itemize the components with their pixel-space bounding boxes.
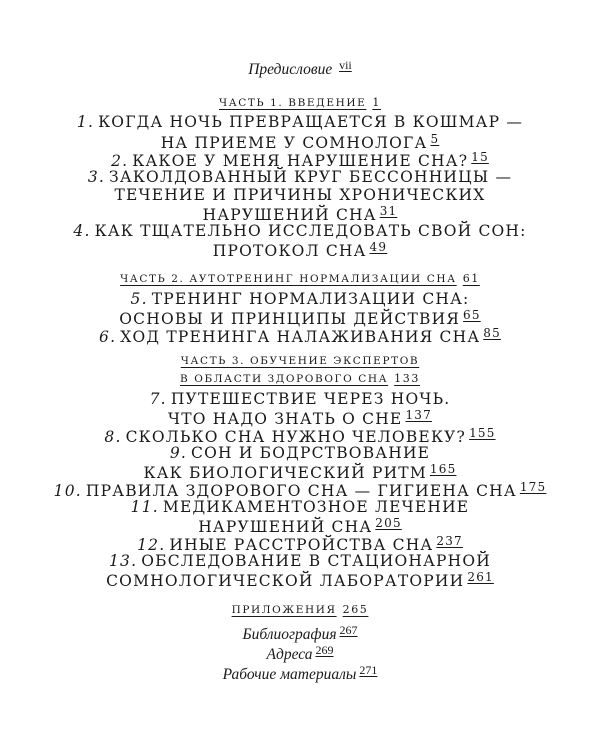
appendix-item-bibliography — [0, 623, 600, 644]
entry-title: ПУТЕШЕСТВИЕ ЧЕРЕЗ НОЧЬ. — [170, 390, 451, 408]
entry-page: 15 — [471, 150, 489, 164]
toc-entry-3 — [0, 168, 600, 186]
toc-entry-5-cont — [0, 308, 600, 328]
toc-entry-7 — [0, 390, 600, 408]
toc-entry-5 — [0, 290, 600, 308]
entry-title: ПРАВИЛА ЗДОРОВОГО СНА — ГИГИЕНА СНА — [85, 482, 517, 500]
toc-entry-6 — [0, 326, 600, 346]
appendix-item-title: Рабочие материалы — [222, 666, 357, 683]
toc-entry-3-cont — [0, 186, 600, 204]
entry-page: 5 — [430, 132, 440, 146]
entry-number: 6. — [99, 328, 117, 346]
preface-page: vii — [339, 58, 352, 72]
toc-entry-9 — [0, 444, 600, 462]
toc-entry-11-cont — [0, 516, 600, 536]
entry-title: НА ПРИЕМЕ У СОМНОЛОГА — [160, 134, 428, 152]
appendix-item-materials — [0, 663, 600, 684]
appendix-item-page: 267 — [339, 623, 358, 637]
part3-heading — [0, 355, 600, 367]
entry-number: 11. — [130, 498, 159, 516]
toc-entry-4 — [0, 222, 600, 240]
entry-title: СОН И БОДРСТВОВАНИЕ — [191, 444, 431, 462]
part2-page: 61 — [462, 272, 480, 285]
toc-entry-1 — [0, 113, 600, 131]
toc-entry-8 — [0, 426, 600, 446]
entry-title: МЕДИКАМЕНТОЗНОЕ ЛЕЧЕНИЕ — [162, 498, 470, 516]
part1-heading-text: ЧАСТЬ 1. ВВЕДЕНИЕ — [219, 97, 367, 109]
toc-entry-2 — [0, 150, 600, 170]
appendix-item-title: Библиография — [242, 626, 337, 643]
entry-title: ИНЫЕ РАССТРОЙСТВА СНА — [169, 536, 434, 554]
part3-heading-text: В ОБЛАСТИ ЗДОРОВОГО СНА — [180, 373, 389, 385]
entry-page: 261 — [467, 570, 494, 584]
entry-title: НАРУШЕНИЙ СНА — [198, 518, 373, 536]
toc-entry-4-cont — [0, 240, 600, 260]
entry-page: 165 — [429, 462, 457, 476]
part1-heading — [0, 96, 600, 109]
toc-entry-13 — [0, 552, 600, 570]
entry-number: 9. — [169, 444, 188, 462]
entry-number: 12. — [137, 536, 166, 554]
entry-title: ПРОТОКОЛ СНА — [212, 242, 367, 260]
entry-title: КАК БИОЛОГИЧЕСКИЙ РИТМ — [143, 464, 427, 482]
toc-entry-7-cont — [0, 408, 600, 428]
preface-title: Предисловие — [248, 61, 333, 78]
toc-entry-12 — [0, 534, 600, 554]
entry-number: 8. — [104, 428, 122, 446]
entry-title: СОМНОЛОГИЧЕСКОЙ ЛАБОРАТОРИИ — [106, 572, 465, 590]
entry-page: 237 — [436, 534, 463, 548]
entry-title: ОСНОВЫ И ПРИНЦИПЫ ДЕЙСТВИЯ — [119, 310, 461, 328]
part1-page: 1 — [372, 96, 381, 109]
toc-entry-3-cont2 — [0, 204, 600, 224]
entry-title: ТРЕНИНГ НОРМАЛИЗАЦИИ СНА: — [151, 290, 470, 308]
appendix-item-addresses — [0, 643, 600, 664]
entry-number: 5. — [130, 290, 148, 308]
part3-heading-cont — [0, 372, 600, 385]
entry-page: 175 — [519, 480, 547, 494]
entry-number: 3. — [87, 168, 106, 186]
entry-number: 7. — [149, 390, 167, 408]
toc-entry-13-cont — [0, 570, 600, 590]
entry-title: НАРУШЕНИЙ СНА — [202, 206, 377, 224]
entry-title: ЗАКОЛДОВАННЫЙ КРУГ БЕССОННИЦЫ — — [109, 168, 513, 186]
appendix-item-page: 269 — [315, 643, 334, 657]
entry-page: 31 — [379, 204, 398, 218]
entry-page: 155 — [469, 426, 496, 440]
entry-number: 1. — [76, 113, 95, 131]
entry-title: КОГДА НОЧЬ ПРЕВРАЩАЕТСЯ В КОШМАР — — [98, 113, 524, 131]
entry-number: 2. — [111, 152, 129, 170]
appendix-item-title: Адреса — [266, 646, 313, 663]
toc-preface — [0, 58, 600, 79]
toc-entry-1-cont — [0, 132, 600, 152]
entry-page: 65 — [463, 308, 481, 322]
entry-title: СКОЛЬКО СНА НУЖНО ЧЕЛОВЕКУ? — [125, 428, 467, 446]
toc-entry-9-cont — [0, 462, 600, 482]
entry-page: 137 — [405, 408, 432, 422]
entry-title: ЧТО НАДО ЗНАТЬ О СНЕ — [168, 410, 403, 428]
entry-title: КАКОЕ У МЕНЯ НАРУШЕНИЕ СНА? — [132, 152, 469, 170]
part2-heading — [0, 272, 600, 285]
part2-heading-text: ЧАСТЬ 2. АУТОТРЕНИНГ НОРМАЛИЗАЦИИ СНА — [120, 273, 457, 285]
toc-entry-11 — [0, 498, 600, 516]
appendix-heading-text: ПРИЛОЖЕНИЯ — [231, 604, 337, 616]
entry-title: КАК ТЩАТЕЛЬНО ИССЛЕДОВАТЬ СВОЙ СОН: — [94, 222, 527, 240]
appendix-item-page: 271 — [359, 663, 378, 677]
appendix-heading — [0, 603, 600, 616]
entry-number: 10. — [53, 482, 82, 500]
entry-number: 13. — [108, 552, 138, 570]
entry-page: 85 — [483, 326, 501, 340]
entry-title: ТЕЧЕНИЕ И ПРИЧИНЫ ХРОНИЧЕСКИХ — [114, 186, 486, 204]
part3-heading-text: ЧАСТЬ 3. ОБУЧЕНИЕ ЭКСПЕРТОВ — [180, 355, 420, 367]
entry-title: ХОД ТРЕНИНГА НАЛАЖИВАНИЯ СНА — [120, 328, 481, 346]
toc-entry-10 — [0, 480, 600, 500]
entry-title: ОБСЛЕДОВАНИЕ В СТАЦИОНАРНОЙ — [141, 552, 491, 570]
entry-number: 4. — [73, 222, 91, 240]
appendix-page: 265 — [342, 603, 369, 616]
entry-page: 49 — [369, 240, 388, 254]
entry-page: 205 — [375, 516, 402, 530]
part3-page: 133 — [394, 372, 420, 385]
